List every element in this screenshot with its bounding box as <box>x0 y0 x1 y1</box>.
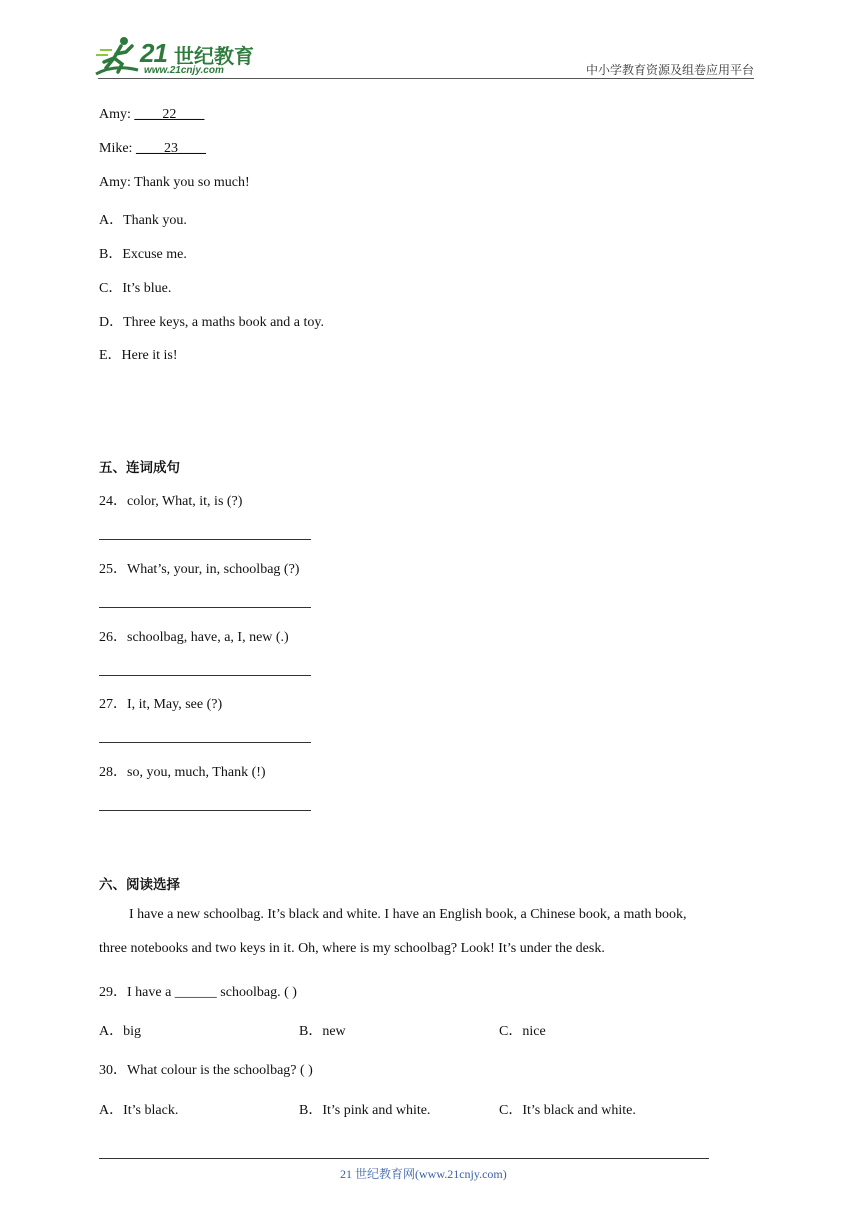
blank-23: ____23____ <box>135 141 206 156</box>
header-divider <box>98 78 754 79</box>
dialogue-line-22 <box>99 107 204 123</box>
question-28: 28．so, you, much, Thank (!) <box>99 765 266 780</box>
speaker: Amy: <box>99 107 131 122</box>
option-b: B．Excuse me. <box>99 247 187 262</box>
option-d: D．Three keys, a maths book and a toy. <box>99 315 324 330</box>
dialogue-line-23 <box>99 141 206 157</box>
answer-line-24 <box>99 539 311 540</box>
footer-link[interactable]: 21 世纪教育网(www.21cnjy.com) <box>340 1167 507 1181</box>
option-a: A．Thank you. <box>99 213 187 228</box>
runner-logo-icon <box>92 34 142 80</box>
question-30: 30．What colour is the schoolbag? ( ) <box>99 1063 313 1078</box>
q29-option-b: B．new <box>299 1024 346 1039</box>
blank-22: ____22____ <box>134 107 205 122</box>
header-platform-text: 中小学教育资源及组卷应用平台 <box>585 63 754 77</box>
dialogue-text: Thank you so much! <box>134 175 250 190</box>
logo-url: www.21cnjy.com <box>144 65 224 76</box>
section6-title: 六、阅读选择 <box>99 877 180 893</box>
dialogue-line-end <box>99 175 250 191</box>
question-27: 27．I, it, May, see (?) <box>99 697 223 712</box>
logo-chinese-text: 世纪教育 <box>174 44 254 68</box>
question-26: 26．schoolbag, have, a, I, new (.) <box>99 630 289 645</box>
q30-option-c: C．It’s black and white. <box>499 1103 636 1118</box>
option-e: E．Here it is! <box>99 348 178 363</box>
question-29: 29．I have a ______ schoolbag. ( ) <box>99 985 297 1000</box>
passage-line-2: three notebooks and two keys in it. Oh, where is my schoolbag? Look! It’s under the desk. <box>99 941 605 956</box>
site-logo <box>92 34 262 80</box>
q30-option-a: A．It’s black. <box>99 1103 179 1118</box>
q29-option-c: C．nice <box>499 1024 546 1039</box>
speaker: Mike: <box>99 141 133 156</box>
option-c: C．It’s blue. <box>99 281 172 296</box>
speaker: Amy: <box>99 175 131 190</box>
answer-line-25 <box>99 607 311 608</box>
logo-number: 21 <box>140 38 167 68</box>
answer-line-28 <box>99 810 311 811</box>
q30-option-b: B．It’s pink and white. <box>299 1103 431 1118</box>
passage-line-1: I have a new schoolbag. It’s black and white. I have an English book, a Chinese book, a math book, <box>129 907 687 922</box>
q29-option-a: A．big <box>99 1024 141 1039</box>
question-25: 25．What’s, your, in, schoolbag (?) <box>99 562 300 577</box>
answer-line-26 <box>99 675 311 676</box>
question-24: 24．color, What, it, is (?) <box>99 494 243 509</box>
footer-divider <box>99 1158 709 1159</box>
answer-line-27 <box>99 742 311 743</box>
section5-title: 五、连词成句 <box>99 460 180 476</box>
